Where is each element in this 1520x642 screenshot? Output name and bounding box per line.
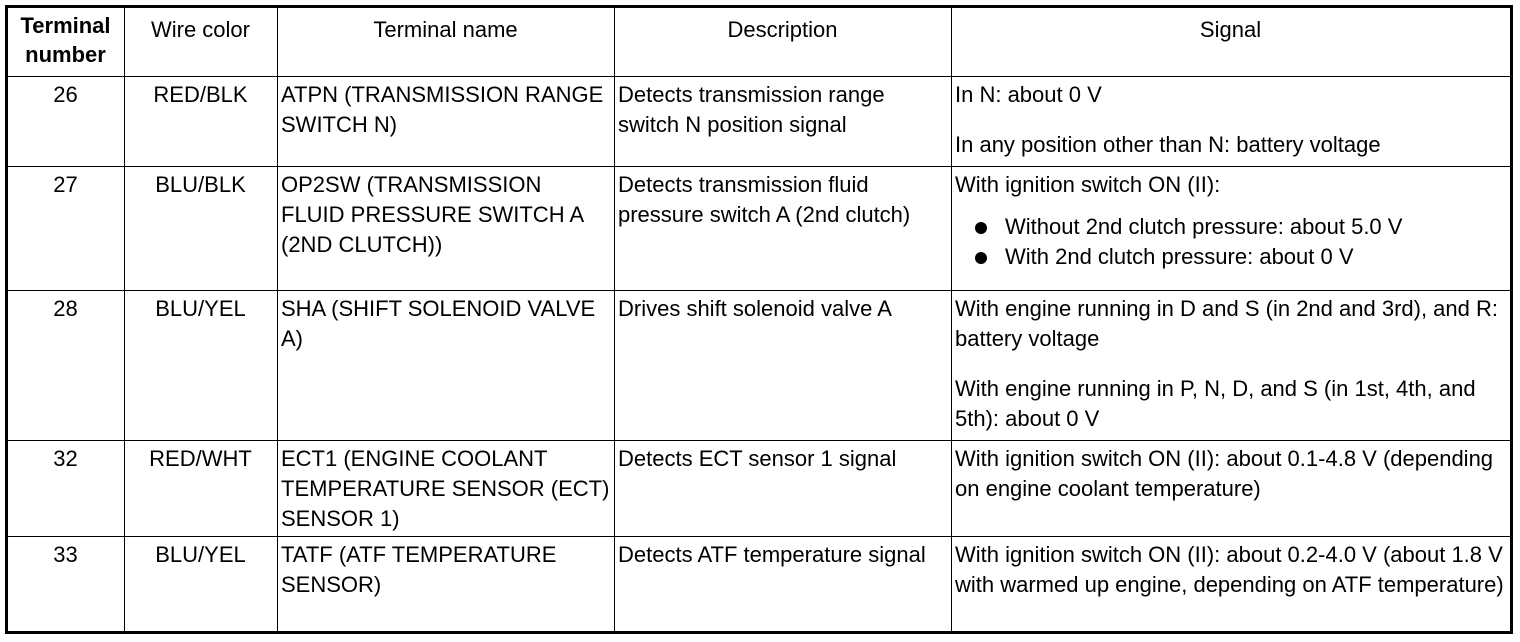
signal-line: In any position other than N: battery voltage bbox=[955, 132, 1381, 157]
terminal-name: ECT1 (ENGINE COOLANT TEMPERATURE SENSOR (ECT) SENSOR 1) bbox=[278, 441, 615, 537]
header-wire-color: Wire color bbox=[125, 7, 278, 77]
terminal-number: 33 bbox=[7, 537, 125, 633]
terminal-signal bbox=[952, 77, 1512, 167]
terminal-description: Detects transmission fluid pressure switch A (2nd clutch) bbox=[615, 167, 952, 291]
terminal-signal bbox=[952, 537, 1512, 633]
signal-line: In N: about 0 V bbox=[955, 82, 1102, 107]
table-row bbox=[7, 167, 1512, 291]
signal-bullet-text: With 2nd clutch pressure: about 0 V bbox=[1005, 244, 1354, 269]
terminal-table-container bbox=[5, 5, 1513, 634]
table-row bbox=[7, 537, 1512, 633]
terminal-number: 27 bbox=[7, 167, 125, 291]
terminal-number: 32 bbox=[7, 441, 125, 537]
header-terminal-number: Terminal number bbox=[7, 7, 125, 77]
terminal-signal bbox=[952, 167, 1512, 291]
terminal-description: Detects ECT sensor 1 signal bbox=[615, 441, 952, 537]
terminal-number: 28 bbox=[7, 291, 125, 441]
signal-line: With ignition switch ON (II): about 0.1-4.8 V (depending on engine coolant temperature) bbox=[955, 446, 1494, 501]
header-row bbox=[7, 7, 1512, 77]
bullet-dot-icon bbox=[975, 252, 987, 264]
terminal-description: Detects transmission range switch N position signal bbox=[615, 77, 952, 167]
header-signal: Signal bbox=[952, 7, 1512, 77]
list-item bbox=[973, 212, 1506, 242]
table-row bbox=[7, 77, 1512, 167]
signal-bullet-list bbox=[955, 212, 1506, 272]
wire-color: BLU/YEL bbox=[125, 291, 278, 441]
wire-color: BLU/YEL bbox=[125, 537, 278, 633]
wire-color: RED/WHT bbox=[125, 441, 278, 537]
header-terminal-name: Terminal name bbox=[278, 7, 615, 77]
terminal-name: TATF (ATF TEMPERATURE SENSOR) bbox=[278, 537, 615, 633]
wire-color: RED/BLK bbox=[125, 77, 278, 167]
list-item bbox=[973, 242, 1506, 272]
terminal-name: SHA (SHIFT SOLENOID VALVE A) bbox=[278, 291, 615, 441]
signal-line: With ignition switch ON (II): about 0.2-4.0 V (about 1.8 V with warmed up engine, depending on ATF temperature) bbox=[955, 542, 1504, 597]
signal-bullet-text: Without 2nd clutch pressure: about 5.0 V bbox=[1005, 214, 1403, 239]
terminal-signal bbox=[952, 441, 1512, 537]
terminal-table bbox=[5, 5, 1513, 634]
table-row bbox=[7, 441, 1512, 537]
terminal-name: OP2SW (TRANSMISSION FLUID PRESSURE SWITCH A (2ND CLUTCH)) bbox=[278, 167, 615, 291]
signal-line: With engine running in P, N, D, and S (in 1st, 4th, and 5th): about 0 V bbox=[955, 376, 1476, 431]
wire-color: BLU/BLK bbox=[125, 167, 278, 291]
table-row bbox=[7, 291, 1512, 441]
terminal-name: ATPN (TRANSMISSION RANGE SWITCH N) bbox=[278, 77, 615, 167]
signal-line: With ignition switch ON (II): bbox=[955, 172, 1221, 197]
terminal-number: 26 bbox=[7, 77, 125, 167]
header-description: Description bbox=[615, 7, 952, 77]
terminal-description: Drives shift solenoid valve A bbox=[615, 291, 952, 441]
signal-line: With engine running in D and S (in 2nd and 3rd), and R: battery voltage bbox=[955, 296, 1498, 351]
terminal-description: Detects ATF temperature signal bbox=[615, 537, 952, 633]
terminal-signal bbox=[952, 291, 1512, 441]
bullet-dot-icon bbox=[975, 222, 987, 234]
